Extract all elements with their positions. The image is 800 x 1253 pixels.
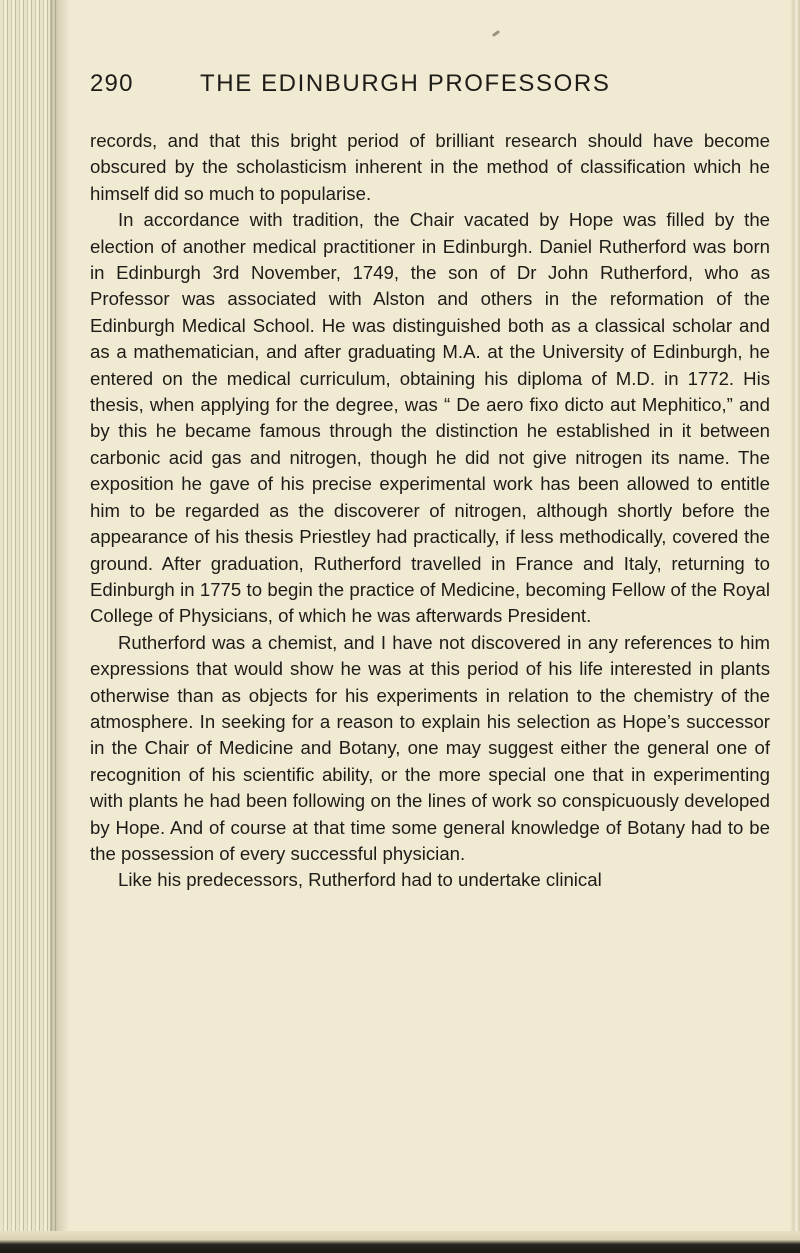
paragraph: Rutherford was a chemist, and I have not discovered in any references to him expressions that would show he was at this period of his life interested in plants otherwise than as objects for his experiments in relation to the chemistry of the atmosphere. In seeking for a reason to explain his selection as Hope’s successor in the Chair of Medicine and Botany, one may suggest either the general one of recognition of his scientific ability, or the more special one that in experimenting with plants he had been following on the lines of work so conspicuously developed by Hope. And of course at that time some general knowledge of Botany had to be the possession of every successful physician. [90, 631, 770, 864]
page-header [90, 70, 770, 116]
page-right-edge [790, 0, 800, 1253]
binding-shadow [50, 0, 70, 1253]
paragraph: Like his predecessors, Rutherford had to undertake clinical [118, 869, 602, 891]
paragraph: In accordance with tradition, the Chair vacated by Hope was filled by the election of another medical practitioner in Edinburgh. Daniel Rutherford was born in Edinburgh 3rd November, 1749, the son of Dr John Rutherford, who as Professor was associated with Alston and others in the reformation of the Edinburgh Medical School. He was distinguished both as a classical scholar and as a mathematician, and after graduating M.A. at the University of Edinburgh, he entered on the medical curriculum, obtaining his diploma of M.D. in 1772. His thesis, when applying for the degree, was “ De aero fixo dicto aut Mephitico,” and by this he became famous through the distinction he established in it between carbonic acid gas and nitrogen, though he did not give nitrogen its name. The exposition he gave of his precise experimental work has been allowed to entitle him to be regarded as the discoverer of nitrogen, although shortly before the appearance of his thesis Priestley had practically, if less methodically, covered the ground. After graduation, Rutherford travelled in France and Italy, returning to Edinburgh in 1775 to begin the practice of Medicine, becoming Fellow of the Royal College of Physicians, of which he was afterwards President. [90, 209, 770, 627]
page-bottom-edge [0, 1231, 800, 1253]
book-page [90, 70, 770, 894]
paragraph: records, and that this bright period of brilliant research should have become obscured by the scholasticism inherent in the method of classification which he himself did so much to popularise. [90, 130, 770, 204]
running-head: THE EDINBURGH PROFESSORS [200, 70, 611, 97]
paper-speck [492, 30, 500, 37]
page-body [90, 128, 770, 894]
page-number: 290 [90, 70, 134, 97]
